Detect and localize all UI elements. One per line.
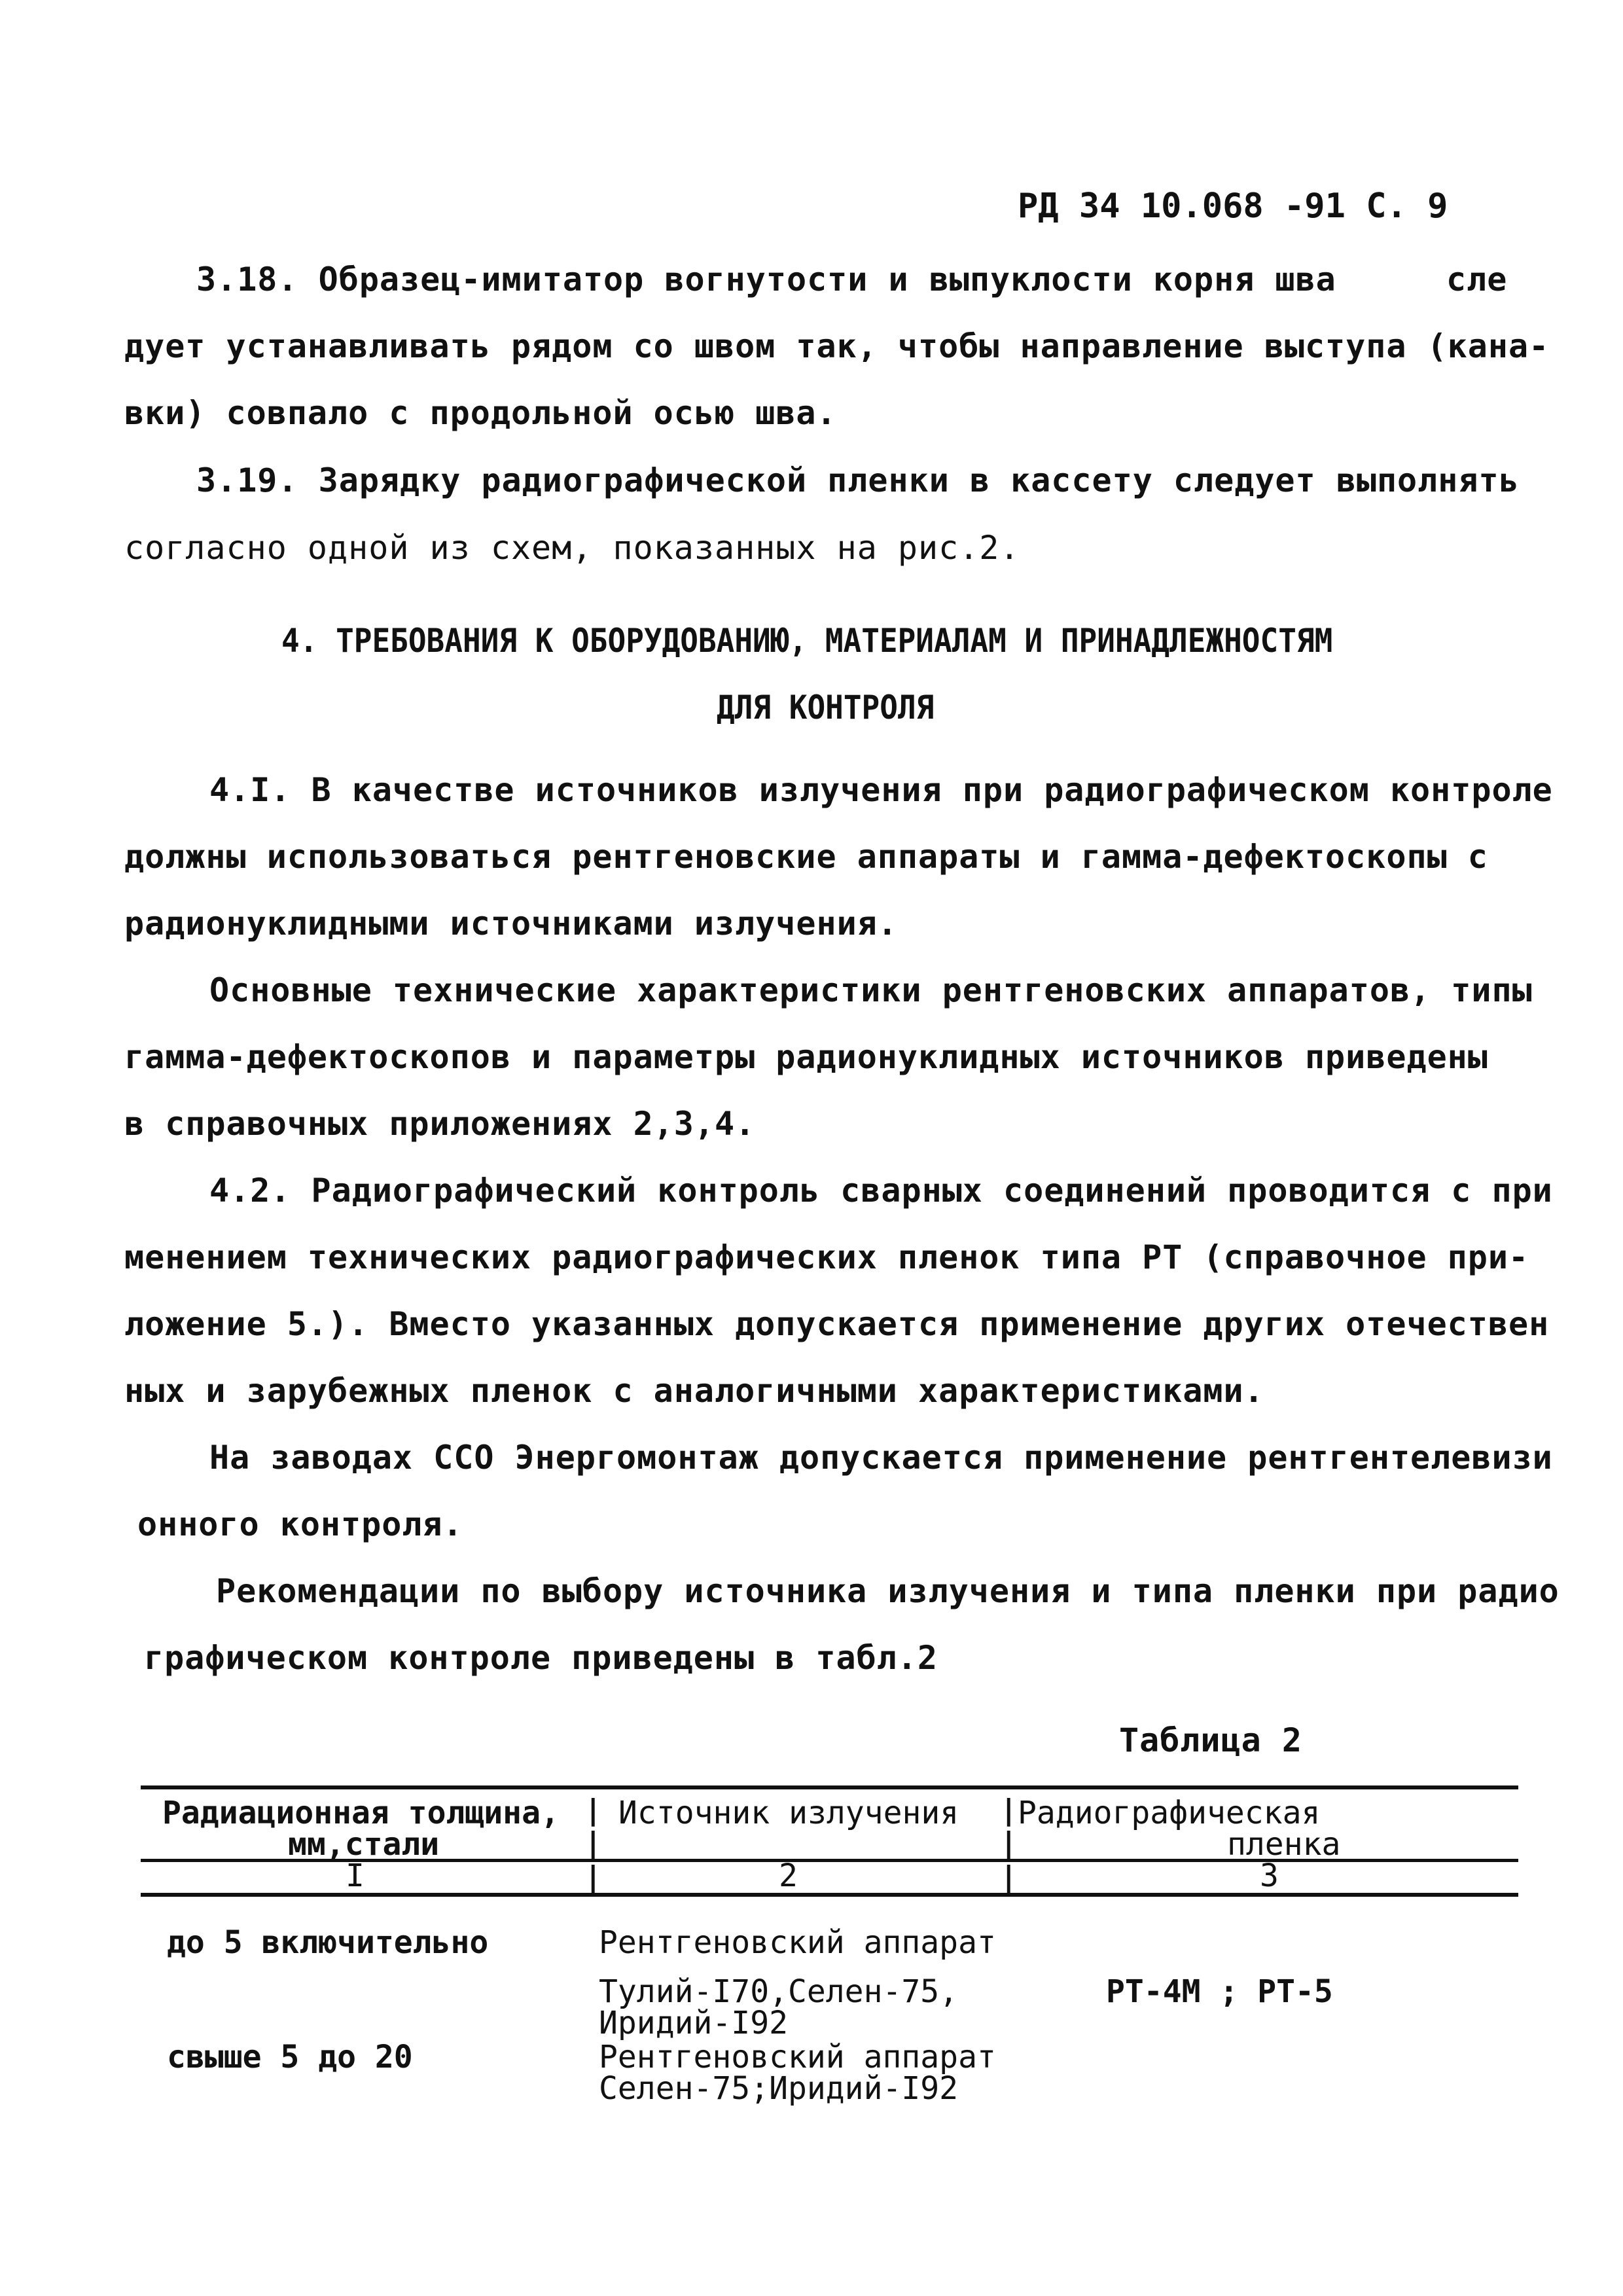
table-header-thickness-line-2: мм,стали xyxy=(288,1826,440,1863)
document-reference: РД 34 10.068 -91 С. 9 xyxy=(1018,187,1448,226)
paragraph-4-2c-line-2: графическом контроле приведены в табл.2 xyxy=(144,1639,938,1677)
table-header-film-line-2: пленка xyxy=(1227,1826,1341,1863)
table-cell-source-row-2-line-2: Селен-75;Иридий-I92 xyxy=(599,2070,959,2107)
column-separator: | xyxy=(584,1793,602,1827)
paragraph-4-2-line-2: менением технических радиографических пленок типа РТ (справочное при- xyxy=(124,1238,1529,1276)
paragraph-4-1-line-3: радионуклидными источниками излучения. xyxy=(124,905,898,942)
paragraph-4-2-line-4: ных и зарубежных пленок с аналогичными характеристиками. xyxy=(124,1372,1264,1410)
table-cell-source-row-1-line-2: Тулий-I70,Селен-75, xyxy=(599,1973,959,2010)
paragraph-4-1-line-2: должны использоваться рентгеновские аппараты и гамма-дефектоскопы с xyxy=(124,838,1488,876)
table-header-source: Источник излучения xyxy=(618,1795,959,1831)
paragraph-4-2-line-3: ложение 5.). Вместо указанных допускается применение других отечествен xyxy=(124,1305,1550,1343)
table-column-number-1: I xyxy=(346,1857,365,1894)
column-separator: | xyxy=(1000,1793,1018,1827)
table-cell-film-row-1: РТ-4М ; РТ-5 xyxy=(1106,1973,1333,2010)
column-separator: | xyxy=(584,1826,602,1859)
paragraph-3-19-line-2: согласно одной из схем, показанных на рис.2. xyxy=(124,529,1020,567)
section-4-heading-line-1: 4. ТРЕБОВАНИЯ К ОБОРУДОВАНИЮ, МАТЕРИАЛАМ И ПРИНАДЛЕЖНОСТЯМ xyxy=(281,622,1333,660)
table-column-number-2: 2 xyxy=(779,1857,798,1894)
table-cell-thickness-row-2: свыше 5 до 20 xyxy=(167,2039,413,2075)
table-top-rule xyxy=(141,1785,1518,1789)
column-separator: | xyxy=(1000,1860,1018,1893)
section-4-heading-line-2: ДЛЯ КОНТРОЛЯ xyxy=(717,689,935,726)
paragraph-3-19-line-1: 3.19. Зарядку радиографической пленки в кассету следует выполнять xyxy=(196,461,1520,499)
table-column-number-3: 3 xyxy=(1260,1857,1279,1894)
paragraph-4-1b-line-2: гамма-дефектоскопов и параметры радионуклидных источников приведены xyxy=(124,1038,1488,1076)
paragraph-3-18-line-1-end: сле xyxy=(1446,260,1508,298)
paragraph-4-2c-line-1: Рекомендации по выбору источника излучения и типа пленки при радио xyxy=(216,1572,1560,1610)
paragraph-3-18-line-1: 3.18. Образец-имитатор вогнутости и выпуклости корня шва xyxy=(196,260,1336,298)
paragraph-4-2b-line-1: На заводах ССО Энергомонтаж допускается применение рентгентелевизи xyxy=(209,1439,1553,1477)
column-separator: | xyxy=(1000,1826,1018,1859)
table-caption: Таблица 2 xyxy=(1119,1721,1302,1759)
column-separator: | xyxy=(584,1860,602,1893)
table-cell-thickness-row-1: до 5 включительно xyxy=(167,1924,489,1961)
table-header-film-line-1: Радиографическая xyxy=(1018,1795,1321,1831)
paragraph-4-2b-line-2: онного контроля. xyxy=(137,1505,463,1543)
paragraph-3-18-line-2: дует устанавливать рядом со швом так, чтобы направление выступа (кана- xyxy=(124,327,1550,365)
table-cell-source-row-2-line-1: Рентгеновский аппарат xyxy=(599,2039,996,2075)
table-cell-source-row-1-line-1: Рентгеновский аппарат xyxy=(599,1924,996,1961)
table-cell-source-row-1-line-3: Иридий-I92 xyxy=(599,2005,788,2041)
paragraph-3-18-line-3: вки) совпало с продольной осью шва. xyxy=(124,394,837,432)
paragraph-4-1b-line-3: в справочных приложениях 2,3,4. xyxy=(124,1105,756,1143)
paragraph-4-2-line-1: 4.2. Радиографический контроль сварных соединений проводится с при xyxy=(209,1172,1553,1210)
paragraph-4-1b-line-1: Основные технические характеристики рентгеновских аппаратов, типы xyxy=(209,971,1533,1009)
paragraph-4-1-line-1: 4.I. В качестве источников излучения при радиографическом контроле xyxy=(209,771,1553,809)
table-header-thickness-line-1: Радиационная толщина, xyxy=(162,1795,560,1831)
